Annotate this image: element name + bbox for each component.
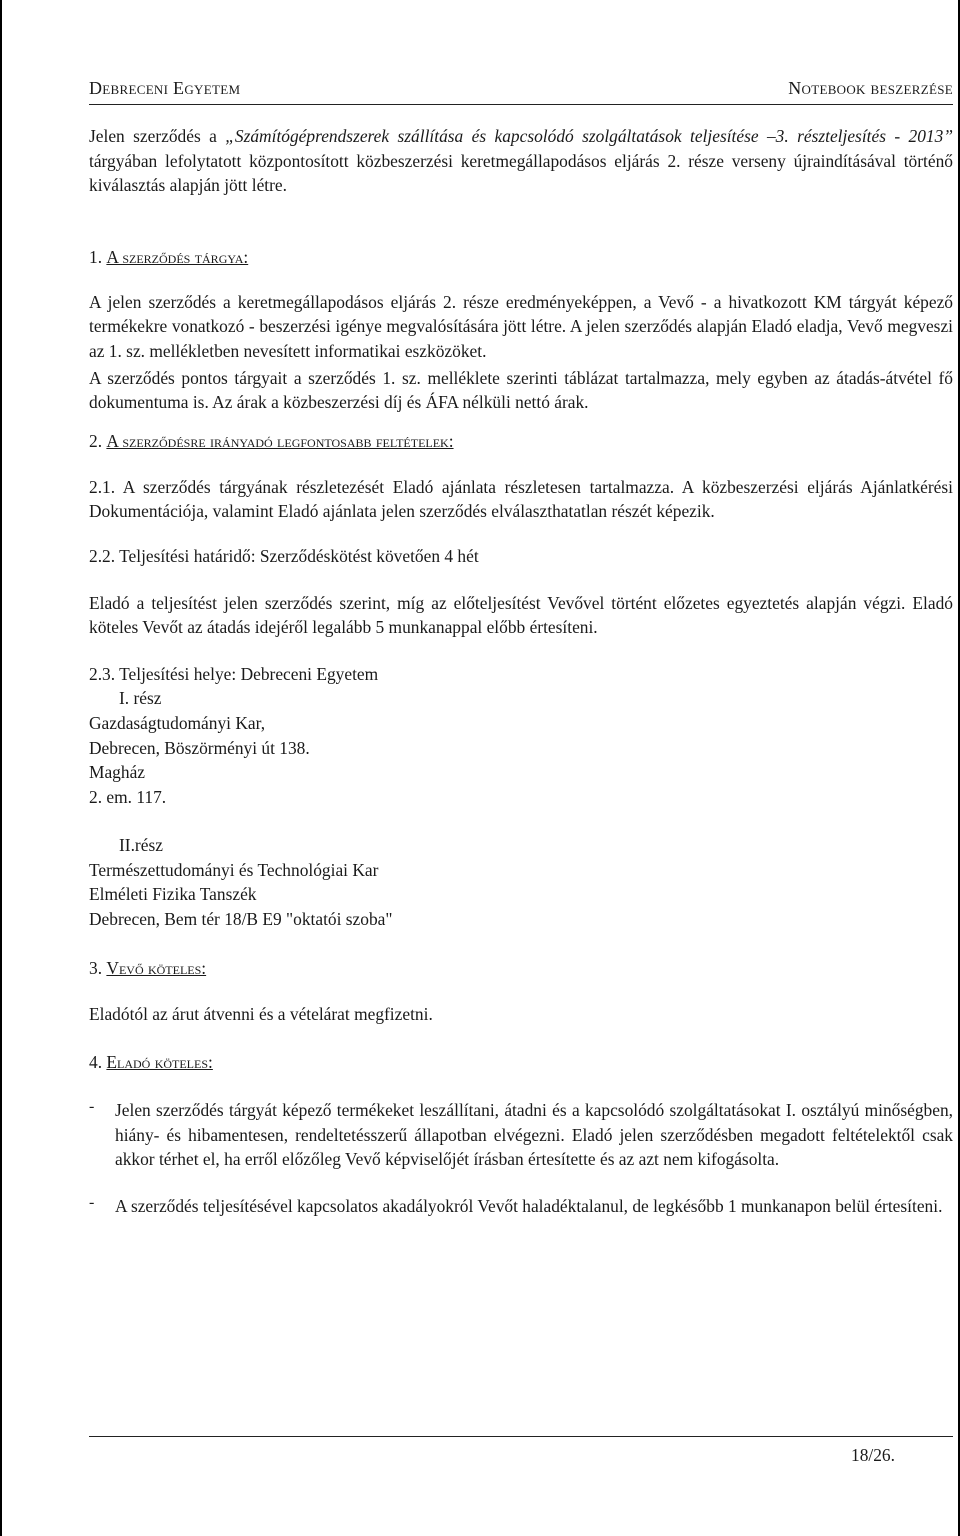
intro-paragraph — [89, 124, 953, 198]
part-2-line: Természettudományi és Technológiai Kar — [89, 859, 379, 880]
delivery-location-part-1 — [89, 686, 953, 809]
section-1-number: 1. — [89, 246, 107, 267]
delivery-location-part-2 — [89, 833, 953, 931]
document-page — [89, 70, 953, 1219]
section-1-heading — [89, 245, 953, 269]
list-item-text: A szerződés teljesítésével kapcsolatos akadályokról Vevőt haladéktalanul, de legkésőbb 1 munkanapon belül értesíteni. — [115, 1196, 943, 1217]
section-2-heading — [89, 429, 953, 453]
intro-pre: Jelen szerződés a — [89, 126, 226, 146]
bullet-dash: - — [89, 1194, 95, 1212]
page-border-left — [0, 0, 2, 1536]
section-2-2-detail: Eladó a teljesítést jelen szerződés szerint, míg az előteljesítést Vevővel történt előzetes egyeztetés alapján végzi. Eladó köteles Vevőt az átadás idejéről legalább 5 munkanappal előbb értesíteni. — [89, 592, 953, 638]
section-2-3: 2.3. Teljesítési helye: Debreceni Egyetem — [89, 663, 379, 684]
bullet-dash: - — [89, 1098, 95, 1116]
part-1-line: 2. em. 117. — [89, 786, 167, 807]
header-subject: Notebook beszerzése — [788, 78, 953, 98]
part-1-line: Magház — [89, 762, 146, 783]
part-1-line: Gazdaságtudományi Kar, — [89, 712, 266, 733]
section-4-number: 4. — [89, 1052, 107, 1073]
list-item-text: Jelen szerződés tárgyát képező termékeket leszállítani, átadni és a kapcsolódó szolgáltatásokat I. osztályú minőségben, hiány- és hibamentesen, rendeltetésszerű állapotban elvégezni. Eladó jelen szerződésben megadott feltételektől csak akkor térhet el, ha erről előzőleg Vevő képviselőjét írásban értesítette és az azt nem kifogásolta. — [115, 1100, 953, 1170]
running-header — [89, 70, 953, 105]
page-number: 18/26. — [851, 1445, 895, 1465]
intro-post: tárgyában lefolytatott központosított közbeszerzési keretmegállapodásos eljárás 2. része verseny újraindításával történő kiválasztás alapján jött létre. — [89, 150, 953, 196]
section-4-heading — [89, 1050, 953, 1074]
section-2-2: 2.2. Teljesítési határidő: Szerződéskötést követően 4 hét — [89, 545, 479, 566]
part-2-label: II.rész — [119, 835, 163, 856]
section-1-title: A szerződés tárgya: — [106, 246, 249, 267]
section-3-text: Eladótól az árut átvenni és a vételárat megfizetni. — [89, 1003, 433, 1024]
section-4-title: Eladó köteles: — [106, 1052, 213, 1073]
part-1-line: Debrecen, Böszörményi út 138. — [89, 737, 310, 758]
part-2-line: Elméleti Fizika Tanszék — [89, 884, 257, 905]
part-2-line: Debrecen, Bem tér 18/B E9 "oktatói szoba" — [89, 909, 393, 930]
section-3-title: Vevő köteles: — [106, 957, 207, 978]
header-institution: Debreceni Egyetem — [89, 78, 241, 98]
section-3-heading — [89, 956, 953, 980]
section-2-title: A szerződésre irányadó legfontosabb feltételek: — [106, 430, 454, 451]
section-1-para-1: A jelen szerződés a keretmegállapodásos eljárás 2. része eredményeképpen, a Vevő - a hivatkozott KM tárgyát képező termékekre vonatkozó - beszerzési igénye megvalósítására jött létre. A jelen szerződés alapján Eladó eladja, Vevő megveszi az 1. sz. mellékletben nevesített informatikai eszközöket. — [89, 291, 953, 361]
section-3-number: 3. — [89, 957, 107, 978]
section-2-number: 2. — [89, 430, 107, 451]
list-item — [89, 1194, 953, 1219]
part-1-label: I. rész — [119, 688, 162, 709]
list-item — [89, 1098, 953, 1172]
section-1-para-2: A szerződés pontos tárgyait a szerződés 1. sz. melléklete szerinti táblázat tartalmazza, mely egyben az átadás-átvétel fő dokumentuma is. Az árak a közbeszerzési díj és ÁFA nélküli nettó árak. — [89, 367, 953, 413]
intro-italic-title: „Számítógéprendszerek szállítása és kapcsolódó szolgáltatások teljesítése –3. részteljesítés - 2013” — [225, 126, 953, 146]
section-2-1: 2.1. A szerződés tárgyának részletezését Eladó ajánlata részletesen tartalmazza. A közbeszerzési eljárás Ajánlatkérési Dokumentációja, valamint Eladó ajánlata jelen szerződés elválaszthatatlan részét képezik. — [89, 476, 953, 522]
footer-rule — [89, 1436, 953, 1437]
